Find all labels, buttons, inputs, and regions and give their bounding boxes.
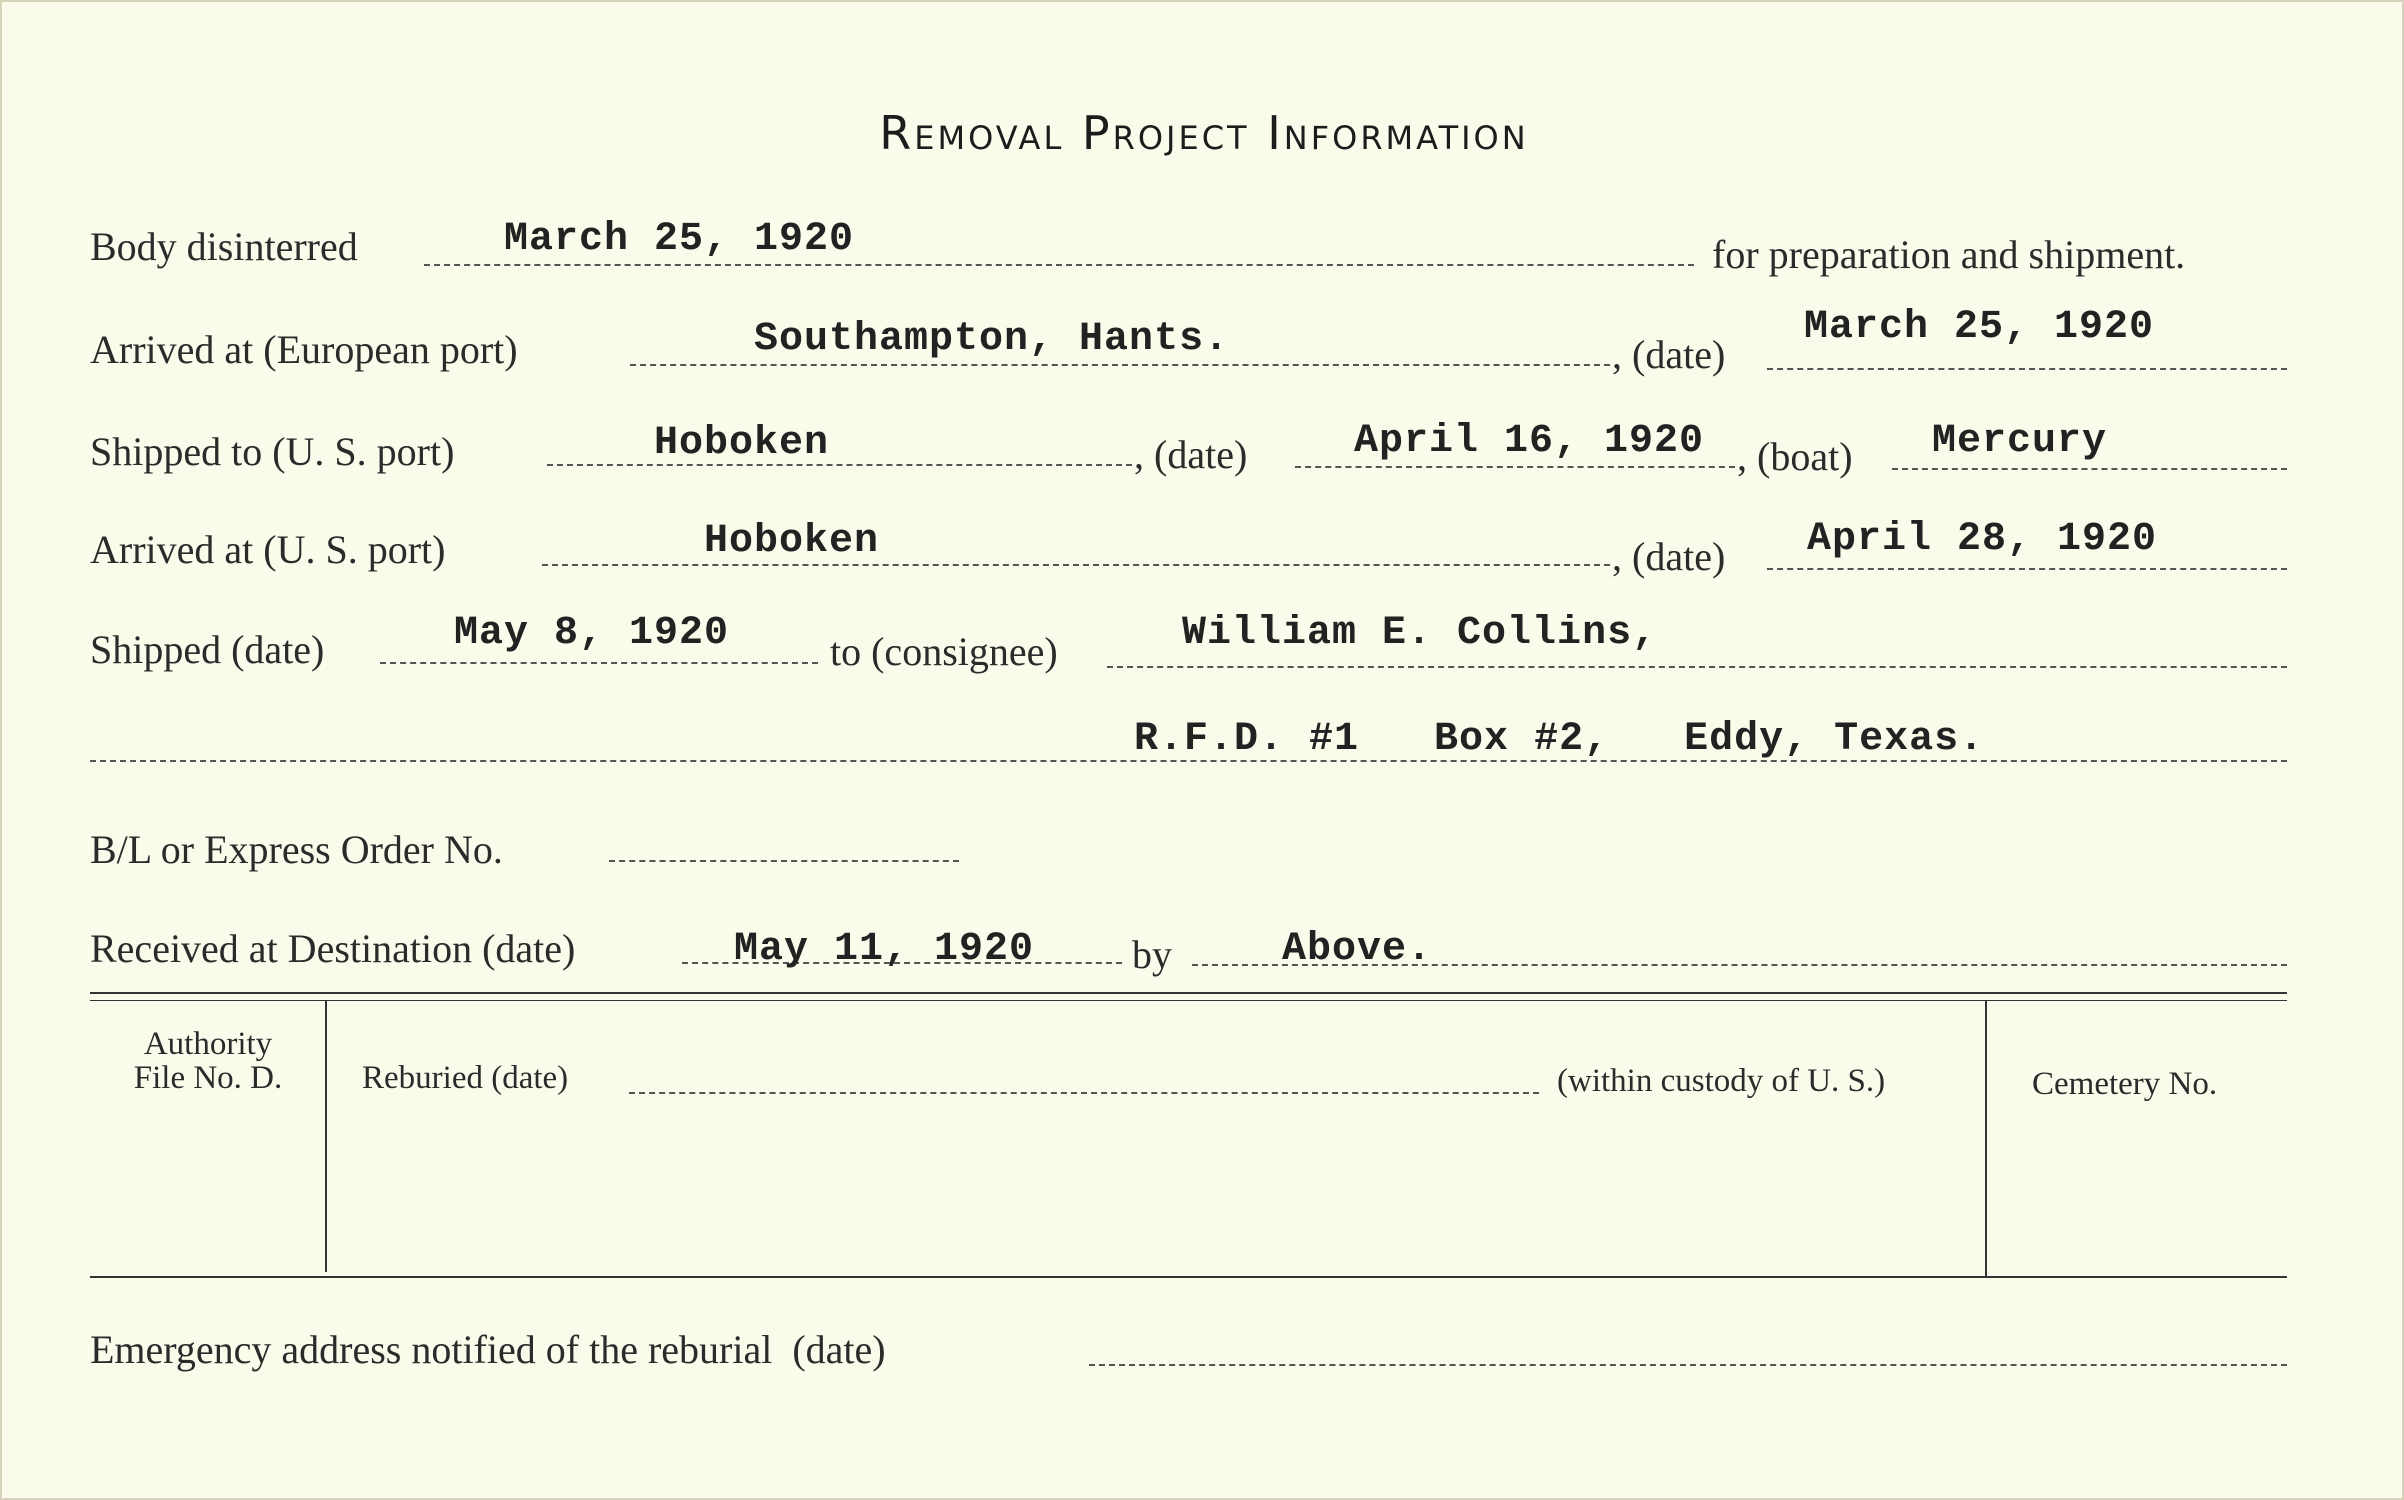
arrived-us-port-value: Hoboken	[704, 519, 880, 564]
address-value: R.F.D. #1 Box #2, Eddy, Texas.	[1134, 717, 1985, 762]
authority-label-line1: Authority	[143, 1026, 273, 1062]
arrived-us-port-label: Arrived at (U. S. port)	[90, 527, 446, 572]
shipped-date-line	[380, 662, 818, 664]
arrived-us-date-line	[1767, 568, 2287, 570]
shipped-us-port-label: Shipped to (U. S. port)	[90, 429, 455, 474]
disinterred-line	[424, 264, 1694, 266]
boat-value: Mercury	[1932, 419, 2108, 464]
european-date-label: , (date)	[1612, 332, 1726, 377]
box-divider-left	[325, 1000, 327, 1272]
emergency-label: Emergency address notified of the reburial (date)	[90, 1327, 886, 1372]
received-label: Received at Destination (date)	[90, 926, 576, 971]
arrived-us-port-line	[542, 564, 1610, 566]
european-date-line	[1767, 368, 2287, 370]
reburied-line	[629, 1092, 1539, 1094]
shipped-us-port-line	[547, 464, 1132, 466]
disinterred-label: Body disinterred	[90, 224, 358, 269]
shipped-us-date-line	[1295, 466, 1735, 468]
shipped-us-port-value: Hoboken	[654, 421, 830, 466]
box-bottom-rule	[90, 1276, 2287, 1278]
boat-label: , (boat)	[1737, 434, 1853, 479]
bl-label: B/L or Express Order No.	[90, 827, 503, 872]
boat-line	[1892, 468, 2287, 470]
consignee-line	[1107, 666, 2287, 668]
shipped-date-label: Shipped (date)	[90, 627, 325, 672]
card-title: Removal Project Information	[879, 106, 1529, 160]
authority-label-line2: File No. D.	[133, 1060, 283, 1096]
bl-line	[609, 860, 959, 862]
shipped-us-date-value: April 16, 1920	[1354, 419, 1705, 464]
received-by-value: Above.	[1282, 927, 1433, 972]
box-divider-right	[1985, 1000, 1987, 1278]
emergency-line	[1089, 1364, 2287, 1366]
received-date-value: May 11, 1920	[734, 927, 1035, 972]
arrived-us-date-value: April 28, 1920	[1807, 517, 2158, 562]
disinterred-value: March 25, 1920	[504, 217, 855, 262]
disinterred-suffix: for preparation and shipment.	[1712, 232, 2186, 277]
european-port-line	[630, 364, 1610, 366]
european-port-label: Arrived at (European port)	[90, 327, 518, 372]
shipped-date-value: May 8, 1920	[454, 611, 730, 656]
shipped-us-date-label: , (date)	[1134, 432, 1248, 477]
custody-label: (within custody of U. S.)	[1557, 1063, 1886, 1099]
european-date-value: March 25, 1920	[1804, 305, 2155, 350]
cemetery-label: Cemetery No.	[2032, 1066, 2218, 1102]
box-top-rule	[90, 992, 2287, 994]
arrived-us-date-label: , (date)	[1612, 534, 1726, 579]
box-top-rule-inner	[90, 1000, 2287, 1001]
reburied-label: Reburied (date)	[362, 1060, 569, 1096]
consignee-value: William E. Collins,	[1182, 611, 1658, 656]
received-by-label: by	[1132, 932, 1172, 977]
european-port-value: Southampton, Hants.	[754, 317, 1230, 362]
consignee-label: to (consignee)	[830, 629, 1058, 674]
